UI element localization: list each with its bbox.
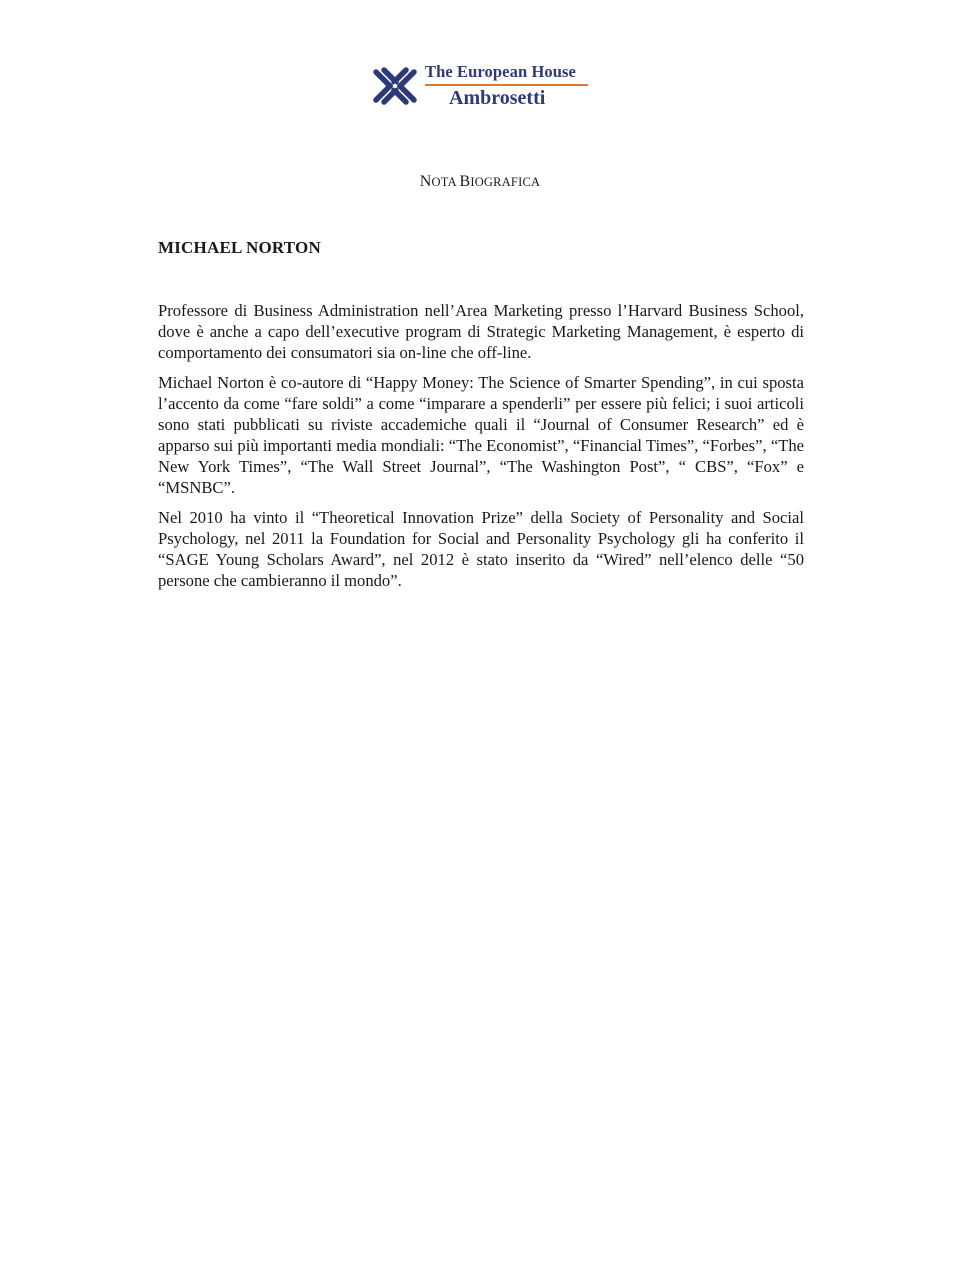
person-name-heading: MICHAEL NORTON: [158, 238, 321, 257]
ambrosetti-interlocking-logo-icon: [370, 66, 420, 106]
biography-paragraph-3: Nel 2010 ha vinto il “Theoretical Innovation Prize” della Society of Personality and Social Psychology, nel 2011 la Foundation for Social and Personality Psychology gli ha conferito il “SAGE Young Scholars Award”, nel 2012 è stato inserito da “Wired” nell’elenco delle “50 persone che cambieranno il mondo”.: [158, 508, 804, 590]
company-logo: [370, 62, 600, 110]
title-letter-b: B: [459, 173, 471, 190]
logo-divider: [425, 84, 588, 86]
biography-paragraph-2: Michael Norton è co-autore di “Happy Money: The Science of Smarter Spending”, in cui sposta l’accento da come “fare soldi” a come “imparare a spenderli” per essere più felici; i suoi articoli sono stati pubblicati su riviste accademiche quali il “Journal of Consumer Research” ed è apparso sui più importanti media mondiali: “The Economist”, “Financial Times”, “Forbes”, “The New York Times”, “The Wall Street Journal”, “The Washington Post”, “ CBS”, “Fox” e “MSNBC”.: [158, 373, 804, 497]
title-rest-biografica: IOGRAFICA: [470, 175, 541, 189]
logo-text-the-european-house: The European House: [425, 62, 576, 81]
page-title: [0, 173, 960, 191]
biography-body: [158, 300, 804, 600]
title-rest-nota: OTA: [431, 175, 460, 189]
biography-paragraph-1: Professore di Business Administration nell’Area Marketing presso l’Harvard Business School, dove è anche a capo dell’executive program di Strategic Marketing Management, è esperto di comportamento dei consumatori sia on-line che off-line.: [158, 301, 804, 362]
logo-text-ambrosetti: Ambrosetti: [449, 87, 546, 109]
title-letter-n: N: [419, 173, 432, 190]
